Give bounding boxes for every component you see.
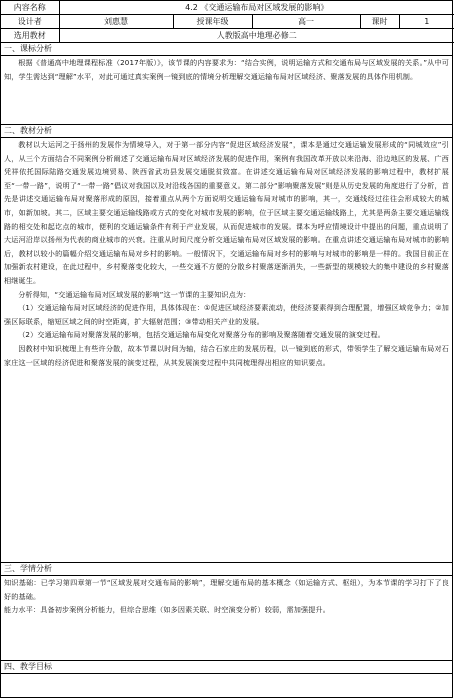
section-title: 二、教材分析 (1, 124, 452, 138)
target-value: 高一 (252, 15, 360, 29)
section-body (1, 138, 452, 562)
period-label: 课时 (360, 15, 399, 29)
textbook-label: 选用教材 (1, 29, 59, 43)
paragraph: 因教材中知识梳理上有些许分散，故本节课以时间为轴，结合石家庄的发展历程，以一镜到底的形式，带领学生了解交通运输布局对石家庄这一区域的经济促进和聚落发展的演变过程，从其发展演变过程中共同梳理得出相应的知识要点。 (4, 343, 449, 367)
meta-row-content (1, 1, 454, 15)
period-value: 1 (399, 15, 454, 29)
target-label: 授课年级 (173, 15, 252, 29)
textbook-value: 人教版高中地理必修二 (59, 29, 454, 43)
paragraph: 能力水平：具备初步案例分析能力，但综合思维（如多因素关联、时空演变分析）较弱，需加强提升。 (4, 605, 330, 615)
section-title: 三、学情分析 (1, 562, 452, 576)
paragraph: （2）交通运输布局对聚落发展的影响，包括交通运输布局变化对聚落分布的影响及聚落随着交通发展的演变过程。 (18, 330, 386, 340)
section-standards (1, 43, 452, 124)
meta-row-designer (1, 15, 454, 29)
section-body (1, 56, 452, 124)
section-body (1, 576, 452, 660)
content-value: 4.2 《交通运输布局对区域发展的影响》 (59, 1, 454, 15)
content-label: 内容名称 (1, 1, 59, 15)
paragraph: 根据《普通高中地理课程标准（2017年版）》，该节课的内容要求为：“结合实例，说明运输方式和交通布局与区域发展的关系。”从中可知，学生需达到“理解”水平，对此可通过真实案例一镜到底的情境分析理解交通运输布局对区域经济、聚落发展的具体作用机制。 (4, 58, 449, 81)
designer-label: 设计者 (1, 15, 59, 29)
meta-table (1, 1, 454, 43)
paragraph: （1）交通运输布局对区域经济的促进作用，具体体现在：①促进区域经济要素流动，使经济要素得到合理配置，增强区域竞争力；②加强区际联系，缩短区域之间的时空距离，扩大辐射范围；③带动相关产业的发展。 (4, 303, 449, 326)
paragraph: 分析得知，“交通运输布局对区域发展的影响”这一节课的主要知识点为： (18, 289, 251, 299)
section-title: 一、课标分析 (1, 43, 452, 56)
designer-value: 刘惠慧 (59, 15, 173, 29)
section-students (1, 562, 452, 660)
section-goals (1, 660, 452, 674)
paragraph: 教材以大运河之于扬州的发展作为情境导入，对于第一部分内容“促进区域经济发展”，课本是通过交通运输发展形成的“同城效应”引人，从三个方面结合不同案例分析阐述了交通运输布局对区域经济发展的促进作用，案例有我国改革开放以来沿海、沿边地区的发展、广西凭祥依托国际陆路交通发展边境贸易、陕西省武功县发展交通脱贫致富。在讲述交通运输布局对区域经济发展的影响过程中，教材扩展至“一带一路”，说明了“一带一路”倡议对我国以及对沿线各国的重要意义。第二部分“影响聚落发展”则是从历史发展的角度进行了分析，首先是讲述交通运输布局对聚落形成的原因，接着重点从两个方面说明交通运输布局对城市的影响，其一，交通线经过往往会形成较大的城市，如新加坡。其二，区域主要交通运输线路或方式的变化对城市发展的影响，位于区域主要交通运输线路上，尤其是两条主要交通运输线路的相交处和起讫点的城市，便利的交通运输条件有利于产业发展，从而促进城市的发展。课本为呼应情境设计中提出的问题，重点说明了大运河沿岸以扬州为代表的商业城市的兴衰。注重从时间尺度分析交通运输布局对区域发展的影响。在重点讲述交通运输布局对城市的影响后，教材以较小的篇幅介绍交通运输布局对乡村的影响。一般情况下，交通运输布局对乡村的影响与对城市的影响是一样的。我国目前正在加强新农村建设，在此过程中，乡村聚落变化较大，一些交通不方便的分散乡村聚落逐渐消失，一些新型的规模较大的集中建设的乡村聚落相继诞生。 (4, 140, 449, 285)
meta-row-textbook (1, 29, 454, 43)
section-title: 四、教学目标 (1, 660, 452, 674)
paragraph: 知识基础：已学习第四章第一节“区域发展对交通布局的影响”，理解交通布局的基本概念（如运输方式、枢纽），为本节课的学习打下了良好的基础。 (4, 578, 449, 601)
section-textbook (1, 124, 452, 562)
